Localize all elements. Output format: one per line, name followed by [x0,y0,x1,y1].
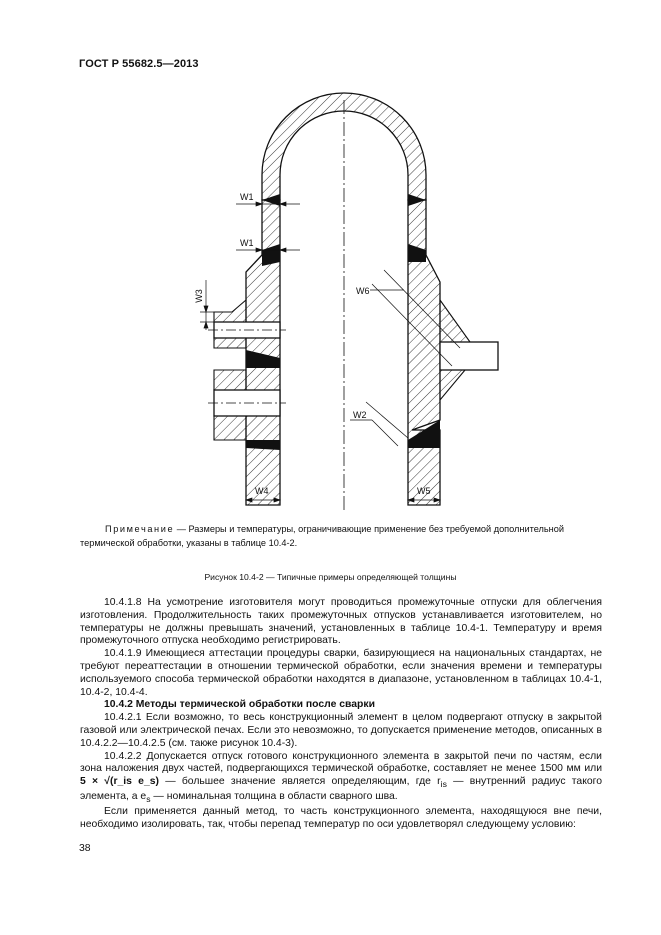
label-w2: W2 [353,410,367,420]
label-w1-upper: W1 [240,192,254,202]
body-text [80,597,602,832]
dimension-w2 [350,402,408,446]
label-w1-lower: W1 [240,238,254,248]
figure-note [80,522,605,550]
document-header: ГОСТ Р 55682.5—2013 [79,58,199,70]
page-number: 38 [79,843,91,854]
note-text-continued: термической обработки, указаны в таблице 10.4-2. [80,538,298,548]
section-heading-10-4-2: 10.4.2 Методы термической обработки после сварки [104,699,375,711]
note-label: Примечание [105,524,175,534]
label-w4: W4 [255,486,269,496]
formula-inline: 5 × √(r_is e_s) [80,776,159,788]
paragraph-method-condition: Если применяется данный метод, то часть конструкционного элемента, находящуюся вне печи, необходимо изолировать, так, чтобы перепад температур по оси удовлетворял следующему условию: [80,805,602,830]
figure-caption: Рисунок 10.4-2 — Типичные примеры определяющей толщины [204,572,457,582]
label-w5: W5 [417,486,431,496]
note-text: — Размеры и температуры, ограничивающие применение без требуемой дополнительной [174,524,564,534]
label-w3: W3 [194,289,204,303]
paragraph-10-4-1-8: 10.4.1.8 На усмотрение изготовителя могут проводиться промежуточные отпуски для облегчения изготовления. Продолжительность таких промежуточных отпусков устанавливается изготовителем, но температуры не должны превышать значений, установленных в таблице 10.4-1. Температуру и время промежуточного отпуска необходимо регистрировать. [80,597,602,647]
paragraph-10-4-1-9: 10.4.1.9 Имеющиеся аттестации процедуры сварки, базирующиеся на национальных стандартах, не требуют переаттестации в отношении термической обработки, если значения времени и температуры используемого способа термической обработки находятся в диапазоне, установленном в таблицах 10.4-1, 10.4-2, 10.4-4. [80,648,602,698]
paragraph-10-4-2-2: 10.4.2.2 Допускается отпуск готового конструкционного элемента в закрытой печи по частям, если зона наложения двух частей, подвергающихся термической обработке, составляет не менее 1500 мм или 5 × √(r_is e_s) — большее значение является определяющим, где $r_{is}$ — внутренний радиус такого элемента, а $e_s$ — номинальная толщина в области сварного шва. [80,750,602,805]
label-w6: W6 [356,286,370,296]
paragraph-10-4-2-1: 10.4.2.1 Если возможно, то весь конструкционный элемент в целом подвергают отпуску в закрытой газовой или электрической печах. Если это невозможно, то допускается применение методов, описанных в 10.4.2.2—10.4.2.5 (см. также рисунок 10.4-3). [80,712,602,749]
right-nozzle [440,342,498,370]
